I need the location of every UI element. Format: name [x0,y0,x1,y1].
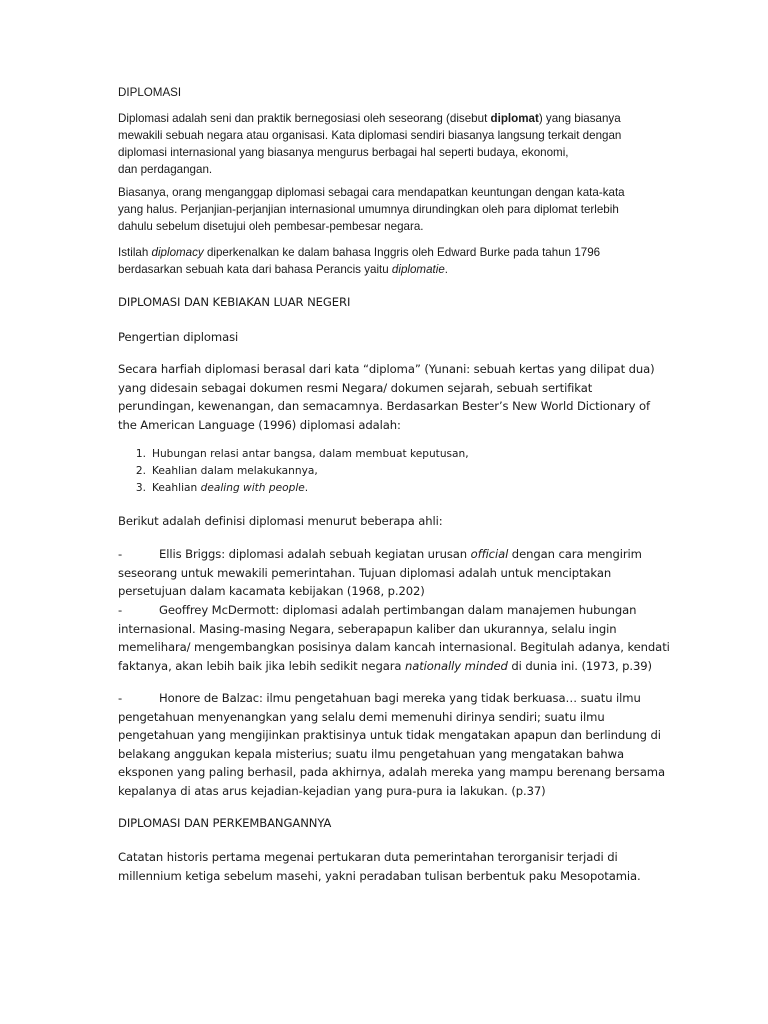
para3-line-1-post: diperkenalkan ke dalam bahasa Inggris oleh Edward Burke pada tahun 1796 [203,246,601,259]
list-item-number: 3. [135,482,146,495]
balzac-line-4: belakang anggukan kepala misterius; suatu ilmu pengetahuan yang mengatakan bahwa [118,746,625,761]
experts-intro [118,512,658,531]
list-item [118,463,469,480]
history-paragraph [118,848,658,885]
para2-line-2: yang halus. Perjanjian-perjanjian internasional umumnya dirundingkan oleh para diplomat terlebih [118,203,619,216]
subheading-pengertian-text: Pengertian diplomasi [118,330,239,344]
intro-line-4: dan perdagangan. [118,163,213,176]
mcdermott-line-4-pre: faktanya, akan lebih baik jika lebih sedikit negara [118,658,405,673]
definition-line-2: yang didesain sebagai dokumen resmi Negara/ dokumen sejarah, sebuah sertifikat [118,380,593,395]
definition-line-3: perundingan, kewenangan, dan semacamnya. Berdasarkan Bester’s New World Dictionary of [118,399,650,414]
history-line-2: millennium ketiga sebelum masehi, yakni peradaban tulisan berbentuk paku Mesopotamia. [118,868,641,883]
mcdermott-line-1 [118,601,658,620]
list-item-italic-text: dealing with people [200,482,305,495]
para3-line-2-pre: berdasarkan sebuah kata dari bahasa Perancis yaitu [118,263,392,276]
expert-balzac [118,689,665,801]
list-item-text: Hubungan relasi antar bangsa, dalam membuat keputusan, [152,448,469,460]
para3-line-2-post: . [444,263,449,276]
para2-line-3: dahulu sebelum disetujui oleh pembesar-pembesar negara. [118,220,424,233]
history-line-1: Catatan historis pertama megenai pertukaran duta pemerintahan terorganisir terjadi di [118,850,618,864]
mcdermott-line-3: memelihara/ mengembangkan posisinya dalam kancah internasional. Begitulah adanya, kendati [118,640,670,655]
diplomat-bold-term: diplomat [490,112,539,125]
experts-intro-text: Berikut adalah definisi diplomasi menurut beberapa ahli: [118,514,443,528]
section-heading-kebijakan-text: DIPLOMASI DAN KEBIAKAN LUAR NEGERI [118,295,351,309]
intro-line-3: diplomasi internasional yang biasanya mengurus berbagai hal seperti budaya, ekonomi, [118,146,569,159]
mcdermott-line-4-post: di dunia ini. (1973, p.39) [507,658,652,673]
balzac-line-6: kepalanya di atas arus kejadian-kejadian yang pura-pura ia lakukan. (p.37) [118,783,546,798]
list-item-number: 1. [135,448,146,460]
intro-line-1-post: ) yang biasanya [538,112,621,125]
list-item [118,480,469,497]
diplomacy-italic-term: diplomacy [151,246,204,259]
balzac-line-5: eksponen yang paling berhasil, pada akhirnya, adalah mereka yang mampu berenang bersama [118,765,665,780]
definition-list [118,446,469,498]
third-paragraph [118,244,658,278]
briggs-line-2: seseorang untuk mewakili pemerintahan. Tujuan diplomasi adalah untuk menciptakan [118,565,612,580]
bullet-dash: - [118,691,123,705]
mcdermott-line-1-text: Geoffrey McDermott: diplomasi adalah pertimbangan dalam manajemen hubungan [159,603,637,617]
para3-line-1-pre: Istilah [118,246,152,259]
section-heading-perkembangan-text: DIPLOMASI DAN PERKEMBANGANNYA [118,816,332,830]
briggs-line-1-pre: Ellis Briggs: diplomasi adalah sebuah kegiatan urusan [159,547,471,561]
definition-paragraph [118,360,658,434]
diplomatie-italic-term: diplomatie [391,263,445,276]
expert-mcdermott [118,601,670,675]
definition-line-1: Secara harfiah diplomasi berasal dari kata “diploma” (Yunani: sebuah kertas yang dilipat dua) [118,362,655,376]
balzac-line-1-text: Honore de Balzac: ilmu pengetahuan bagi mereka yang tidak berkuasa… suatu ilmu [159,691,641,705]
bullet-dash: - [118,603,123,617]
intro-line-1-pre: Diplomasi adalah seni dan praktik bernegosiasi oleh seseorang (disebut [118,112,491,125]
balzac-line-1 [118,689,658,708]
list-item-text-end: . [304,482,309,495]
subheading-pengertian [118,328,658,347]
bullet-dash: - [118,547,123,561]
intro-paragraph [118,110,658,178]
briggs-line-3: persetujuan dalam kacamata kebijakan (1968, p.202) [118,584,425,599]
intro-line-2: mewakili sebuah negara atau organisasi. Kata diplomasi sendiri biasanya langsung terkait dengan [118,129,622,142]
balzac-line-3: pengetahuan yang mengijinkan praktisinya untuk tidak mengatakan apapun dan berlindung di [118,728,661,743]
section-heading-perkembangan [118,814,658,833]
mcdermott-line-2: internasional. Masing-masing Negara, seberapapun kaliber dan ukurannya, selalu ingin [118,621,617,636]
section-heading-kebijakan [118,293,658,312]
intro-line-1 [118,110,658,127]
mcdermott-line-4 [118,657,658,676]
list-item-number: 2. [135,465,146,478]
expert-briggs [118,545,658,601]
list-item [118,446,469,463]
para3-line-1 [118,244,658,261]
para3-line-2 [118,261,658,278]
list-item-text: Keahlian dalam melakukannya, [152,465,318,478]
list-item-text: Keahlian [152,482,201,495]
definition-line-4: the American Language (1996) diplomasi adalah: [118,417,401,432]
official-italic-term: official [470,547,509,561]
second-paragraph [118,184,658,235]
document-title-text: DIPLOMASI [118,86,182,99]
nationally-minded-italic-term: nationally minded [404,658,508,673]
para2-line-1: Biasanya, orang menganggap diplomasi sebagai cara mendapatkan keuntungan dengan kata-kata [118,186,625,199]
briggs-line-1-post: dengan cara mengirim [508,547,642,561]
briggs-line-1 [118,545,658,564]
document-title [118,84,658,101]
balzac-line-2: pengetahuan menyenangkan yang selalu demi memenuhi dirinya sendiri; suatu ilmu [118,709,605,724]
